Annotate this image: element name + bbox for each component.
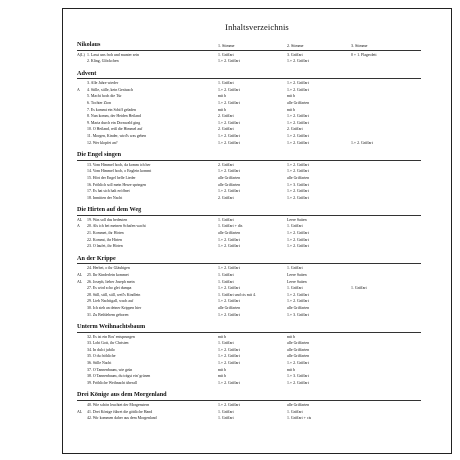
section-rule [77,50,421,51]
entry-title: 42. Wir kommen daher aus dem Morgenland [87,416,157,421]
voice-1: 1. Griffart + dis [218,224,243,229]
voice-3: 0 + 1. Flageolett [351,52,377,57]
voice-2: 1.+ 2. Griffart [287,120,309,125]
entry-title: 23. O laufet, ihr Hirten [87,244,123,249]
voice-1: 1. Griffart [218,81,234,86]
document-page [62,8,452,454]
entry-title: 41. Drei Könige führet die göttliche Hand [87,409,153,414]
voice-1: 1. Griffart [218,416,234,421]
entry-title: 32. Es ist ein Ros' entsprungen [87,334,135,339]
voice-1: 1.+ 2. Griffart [218,59,240,64]
voice-3: 1.+ 2. Griffart [351,140,373,145]
voice-1: 1.+ 2. Griffart [218,354,240,359]
section-rule [77,160,421,161]
voice-2: 1.+ 2. Griffart [287,361,309,365]
entry-title: 37. O Tannenbaum, wie grün [87,367,133,372]
toc-entry [63,380,451,387]
voice-2: alle Griffarten [287,347,310,352]
entry-title: 17. Es hat sich halt eröffnet [87,189,130,194]
entry-title: 31. Zu Bethlehem geboren [87,312,129,317]
voice-2: 1.+ 3. Griffart [287,182,309,187]
voice-2: alle Griffarten [287,101,310,105]
entry-title: 5. Macht hoch die Tür [87,94,122,99]
section-title: Die Engel singen [77,151,122,159]
voice-2: 1.+ 2. Griffart [287,292,309,297]
voice-2: mit b [287,107,296,112]
voice-2: alle Griffarten [287,354,310,359]
toc-entry [63,140,451,147]
entry-title: 22. Kommt, ihr Hirten [87,237,122,242]
toc-entry [63,243,451,250]
entry-mark: AL [77,217,83,222]
voice-2: alle Griffarten [287,305,310,310]
entry-title: 33. Lobt Gott, ihr Christen [87,341,129,346]
voice-1: 1.+ 2. Griffart [218,169,240,174]
entry-title: 21. Kommet, ihr Hirten [87,231,124,235]
entry-title: 12. Wer klopfet an? [87,140,118,145]
voice-2: 1.+ 2. Griffart [287,59,309,64]
entry-title: 16. Fröhlich soll mein Herze springen [87,182,146,187]
section-rule [77,263,421,264]
entry-title: 27. Es wird scho glei dumpa [87,286,132,291]
voice-2: 1.+ 2. Griffart [287,140,309,145]
entry-title: 14. Vom Himmel hoch, o Englein kommt [87,169,152,174]
section-rule [77,215,421,216]
voice-1: 1. Griffart [218,272,234,277]
voice-2: alle Griffarten [287,402,310,407]
column-header-2: 2. Stimme [287,43,304,48]
section-title: Die Hirten auf dem Weg [77,206,142,214]
voice-2: 1.+ 2. Griffart [287,87,309,92]
voice-3: 1. Griffart [351,286,367,291]
section-title: Unterm Weihnachtsbaum [77,323,146,331]
entry-title: 9. Maria durch ein Dornwald ging [87,120,141,125]
entry-title: 34. In dulci jubilo [87,347,115,352]
entry-mark: AL [77,409,83,414]
voice-2: 1. Griffart + cis [287,416,312,421]
entry-title: 28. Still, still, still, weil's Kindlein [87,292,141,297]
entry-title: 1. Lasst uns froh und munter sein [87,52,139,57]
voice-1: 1. Griffart [218,279,234,284]
voice-1: 2. Griffart [218,195,234,200]
entry-title: 11. Morgen, Kinder, wird's was geben [87,134,147,138]
voice-2: 1.+ 2. Griffart [287,299,309,304]
voice-2: mit b [287,367,296,372]
voice-2: Leere Saiten [287,217,307,222]
section-rule [77,332,421,333]
voice-1: 1.+ 2. Griffart [218,189,240,194]
section-title: Nikolaus [77,41,101,48]
entry-title: 19. Was soll das bedeuten [87,217,128,222]
voice-1: 1.+ 2. Griffart [218,380,240,385]
entry-mark: AL [77,272,83,277]
entry-title: 2. Kling, Glöckchen [87,59,119,64]
voice-1: 1.+ 2. Griffart [218,312,240,317]
voice-1: 1.+ 2. Griffart [218,299,240,304]
toc-entry [63,58,451,65]
voice-2: 1.+ 2. Griffart [287,162,309,167]
entry-mark: A(L) [77,52,85,57]
voice-2: 1. Griffart [287,266,303,271]
entry-title: 4. Stille, stille, kein Geräusch [87,87,133,92]
page-margin [0,0,56,460]
voice-1: alle Griffarten [218,305,241,310]
voice-2: 1. Griffart [287,224,303,229]
entry-title: 8. Nun komm, der Heiden Heiland [87,114,141,119]
voice-1: 1.+ 2. Griffart [218,347,240,352]
entry-title: 36. Stille Nacht [87,361,112,365]
voice-2: 1.+ 2. Griffart [287,237,309,242]
voice-1: 1.+ 2. Griffart [218,402,240,407]
voice-2: 2. Griffart [287,127,303,132]
voice-1: 2. Griffart [218,127,234,132]
voice-1: mit b [218,334,227,339]
entry-title: 29. Lieb Nachtigall, wach auf [87,299,134,304]
voice-2: 3. Griffart [287,52,303,57]
toc-entry [63,195,451,202]
column-header-1: 1. Stimme [218,43,235,48]
voice-2: 1. Griffart [287,286,303,291]
voice-1: 2. Griffart [218,162,234,167]
voice-1: 1. Griffart und cis mit 4. [218,292,256,297]
voice-1: 1.+ 2. Griffart [218,120,240,125]
voice-2: 1.+ 2. Griffart [287,134,309,138]
entry-title: 7. Es kommt ein Schiff geladen [87,107,136,112]
page-title: Inhaltsverzeichnis [225,22,289,32]
section-rule [77,78,421,79]
voice-1: 1. Griffart [218,409,234,414]
entry-title: 40. Wie schön leuchtet der Morgenstern [87,402,150,407]
entry-title: 20. Als ich bei meinen Schafen wacht [87,224,146,229]
section-title: Advent [77,69,97,77]
section-title: An der Krippe [77,254,116,262]
entry-title: 10. O Heiland, reiß die Himmel auf [87,127,143,132]
entry-mark: A [77,87,80,92]
voice-1: 1.+ 2. Griffart [218,361,240,365]
voice-2: 1.+ 2. Griffart [287,189,309,194]
column-header-3: 3. Stimme [351,43,368,48]
entry-title: 25. Ihr Kinderlein kommet [87,272,129,277]
voice-1: alle Griffarten [218,231,241,235]
voice-1: 1.+ 2. Griffart [218,237,240,242]
entry-mark: AL [77,279,83,284]
voice-2: 1.+ 2. Griffart [287,231,309,235]
voice-1: 1. Griffart [218,341,234,346]
voice-2: 1.+ 2. Griffart [287,169,309,174]
voice-2: 1.+ 2. Griffart [287,380,309,385]
section-rule [77,400,421,401]
entry-title: 39. Fröhliche Weihnacht überall [87,380,137,385]
entry-title: 38. O Tannenbaum, du trägst ein' grünen [87,374,151,379]
entry-title: 18. Inmitten der Nacht [87,195,123,200]
voice-1: mit b [218,94,227,99]
voice-1: 1.+ 2. Griffart [218,140,240,145]
voice-2: 1.+ 3. Griffart [287,312,309,317]
entry-title: 3. Alle Jahre wieder [87,81,119,86]
voice-2: mit b [287,94,296,99]
voice-1: alle Griffarten [218,182,241,187]
voice-2: 1.+ 3. Griffart [287,374,309,379]
entry-title: 24. Herbei, o ihr Gläubigen [87,266,130,271]
voice-1: mit b [218,367,227,372]
voice-2: alle Griffarten [287,341,310,346]
entry-title: 35. O du fröhliche [87,354,116,359]
entry-title: 15. Hört der Engel helle Lieder [87,175,136,180]
toc-entry [63,415,451,422]
voice-1: 1.+ 2. Griffart [218,266,240,271]
voice-2: 1.+ 2. Griffart [287,81,309,86]
voice-1: 1.+ 2. Griffart [218,101,240,105]
voice-2: 1.+ 2. Griffart [287,244,309,249]
voice-1: 1.+ 2. Griffart [218,286,240,291]
voice-1: mit b [218,107,227,112]
toc-entry [63,312,451,319]
voice-2: Leere Saiten [287,272,307,277]
voice-2: alle Griffarten [287,175,310,180]
entry-mark: A [77,224,80,229]
entry-title: 26. Joseph, lieber Joseph mein [87,279,135,284]
entry-title: 13. Vom Himmel hoch, da komm ich her [87,162,151,167]
voice-1: 1.+ 2. Griffart [218,244,240,249]
voice-1: mit b [218,374,227,379]
voice-1: 1. Griffart [218,217,234,222]
voice-1: alle Griffarten [218,175,241,180]
voice-2: mit b [287,334,296,339]
voice-1: 1.+ 2. Griffart [218,87,240,92]
voice-2: Leere Saiten [287,279,307,284]
voice-1: 2. Griffart [218,114,234,119]
voice-2: 1.+ 2. Griffart [287,195,309,200]
voice-2: 1. Griffart [287,409,303,414]
voice-1: 1. Griffart [218,52,234,57]
voice-1: 1.+ 2. Griffart [218,134,240,138]
entry-title: 6. Tochter Zion [87,101,111,105]
section-title: Drei Könige aus dem Morgenland [77,391,167,399]
entry-title: 30. Ich steh an deiner Krippen hier [87,305,142,310]
voice-2: 1.+ 2. Griffart [287,114,309,119]
